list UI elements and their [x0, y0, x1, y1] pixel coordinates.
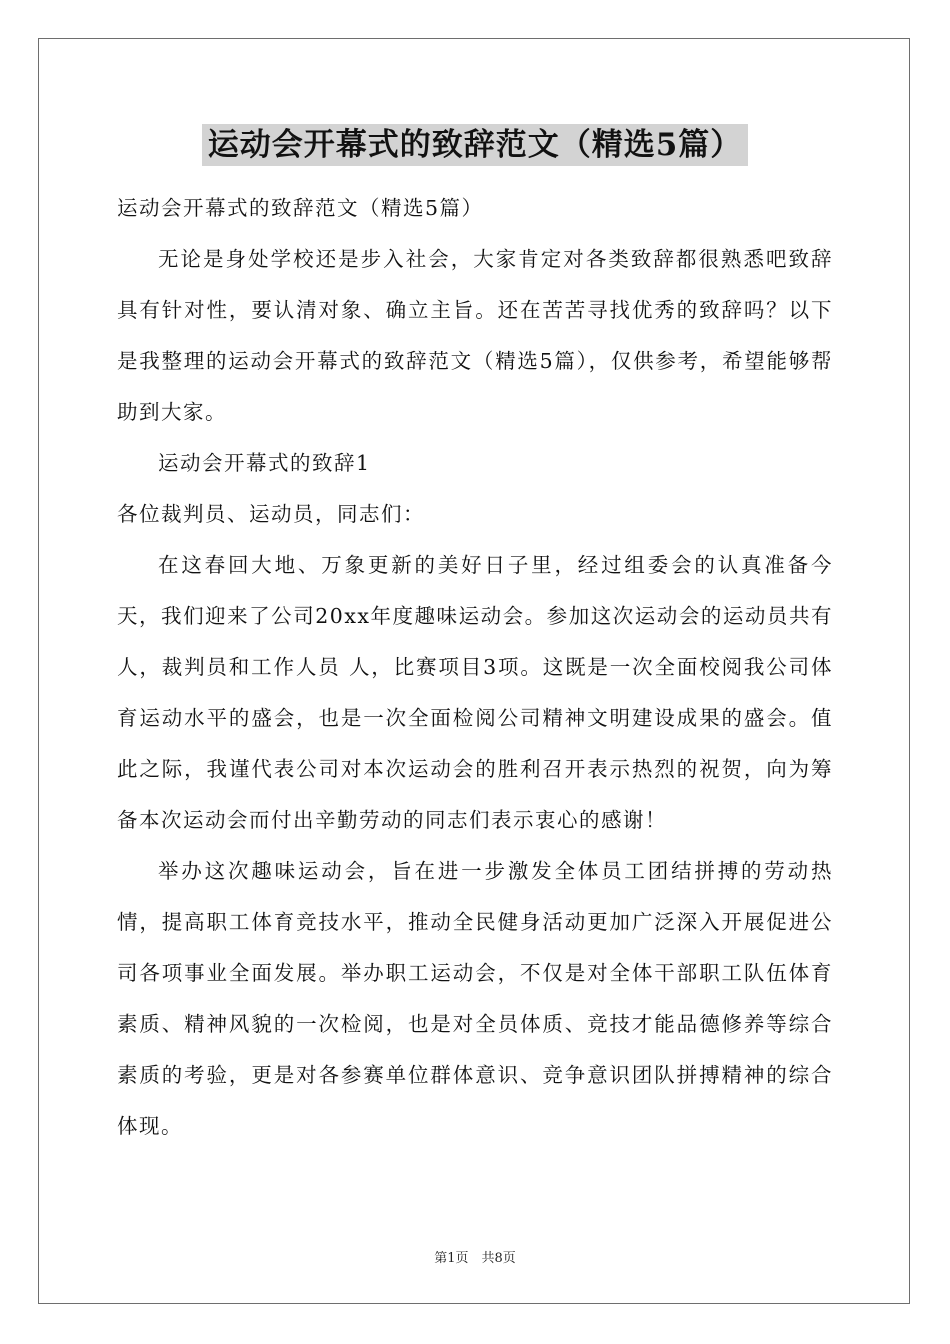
body-paragraph: 举办这次趣味运动会，旨在进一步激发全体员工团结拼搏的劳动热情，提高职工体育竞技水平，推动全民健身活动更加广泛深入开展促进公司各项事业全面发展。举办职工运动会，不仅是对全体干部职工队伍体育素质、精神风貌的一次检阅，也是对全员体质、竞技才能品德修养等综合素质的考验，更是对各参赛单位群体意识、竞争意识团队拼搏精神的综合体现。 [117, 859, 833, 1138]
title-container [0, 124, 950, 166]
page-footer: 第1页 共8页 [434, 1251, 516, 1266]
document-body [117, 183, 833, 1152]
section-heading: 运动会开幕式的致辞1 [158, 451, 371, 475]
intro-paragraph: 无论是身处学校还是步入社会，大家肯定对各类致辞都很熟悉吧致辞具有针对性，要认清对象、确立主旨。还在苦苦寻找优秀的致辞吗？以下是我整理的运动会开幕式的致辞范文（精选5篇），仅供参考，希望能够帮助到大家。 [117, 247, 833, 424]
document-title: 运动会开幕式的致辞范文（精选5篇） [202, 124, 749, 166]
document-subtitle: 运动会开幕式的致辞范文（精选5篇） [117, 196, 484, 220]
body-paragraph: 在这春回大地、万象更新的美好日子里，经过组委会的认真准备今天，我们迎来了公司20xx年度趣味运动会。参加这次运动会的运动员共有 人，裁判员和工作人员 人，比赛项目3项。这既是一次全面校阅我公司体育运动水平的盛会，也是一次全面检阅公司精神文明建设成果的盛会。值此之际，我谨代表公司对本次运动会的胜利召开表示热烈的祝贺，向为筹备本次运动会而付出辛勤劳动的同志们表示衷心的感谢！ [117, 553, 833, 832]
salutation: 各位裁判员、运动员，同志们： [117, 502, 425, 526]
